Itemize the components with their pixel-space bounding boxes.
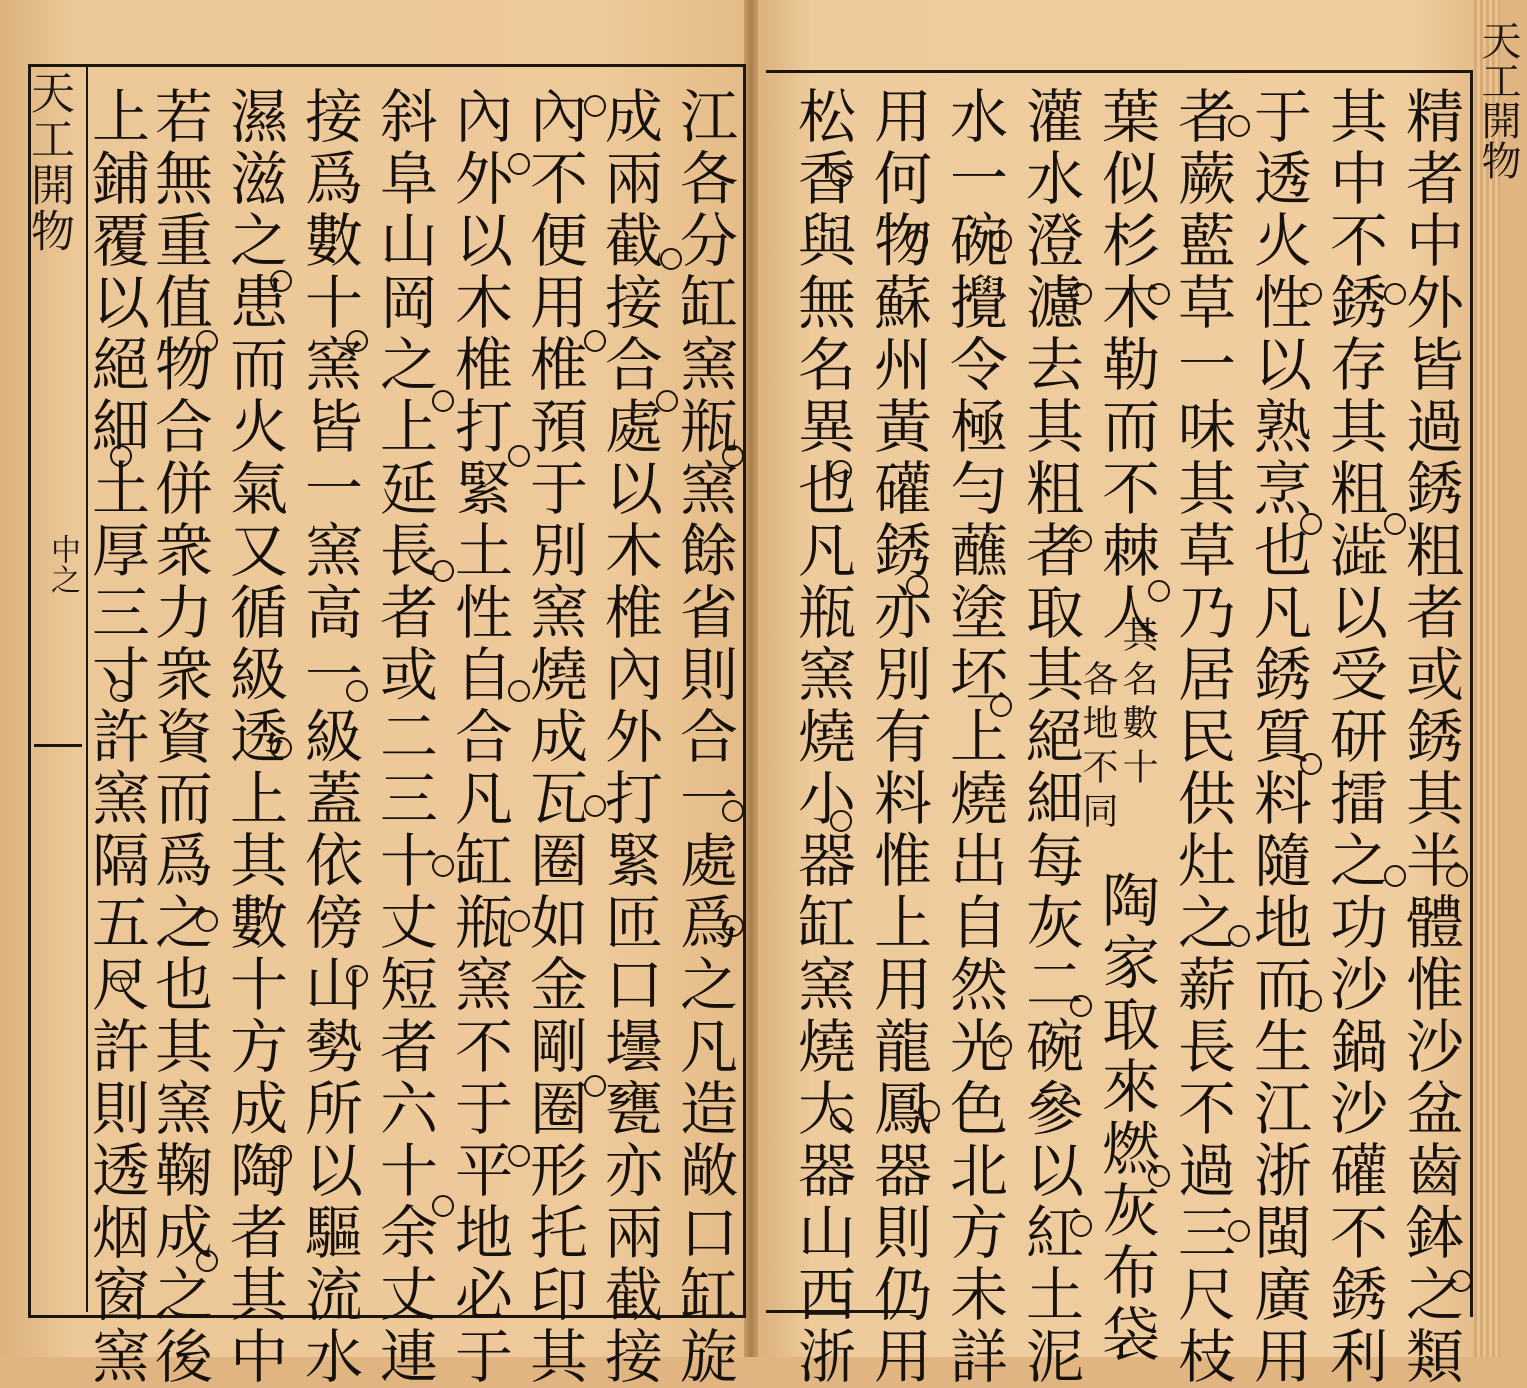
punctuation-mark <box>196 910 218 932</box>
text-column: 者蕨藍草一味其草乃居民供灶之薪長不過三尺枝 <box>1168 86 1236 1388</box>
punctuation-mark <box>1148 580 1170 602</box>
punctuation-mark <box>270 1145 292 1167</box>
punctuation-mark <box>432 1195 454 1217</box>
text-column: 灌水澄濾去其粗者取其絕細每灰二碗參以紅土泥 <box>1016 86 1084 1388</box>
punctuation-mark <box>1070 530 1092 552</box>
margin-title: 天工開物 <box>23 70 74 254</box>
punctuation-mark <box>584 795 606 817</box>
punctuation-mark <box>432 560 454 582</box>
book-gutter <box>744 0 758 1357</box>
punctuation-mark <box>1384 865 1406 887</box>
text-column: 于透火性以熟烹也凡銹質料隨地而生江浙閩廣用 <box>1244 86 1312 1388</box>
text-column: 上鋪覆以絕細土厚三寸許窯隔五尺許則透烟窗窯 <box>82 86 150 1388</box>
punctuation-mark <box>1070 283 1092 305</box>
punctuation-mark <box>1228 115 1250 137</box>
punctuation-mark <box>990 695 1012 717</box>
punctuation-mark <box>110 445 132 467</box>
text-column: 江各分缸窯瓶窯餘省則合一處爲之凡造敞口缸旋 <box>670 86 738 1388</box>
text-column: 陶家取來燃灰布袋 <box>1092 870 1160 1366</box>
punctuation-mark <box>584 1075 606 1097</box>
margin-page-number: 中之 <box>45 534 80 594</box>
punctuation-mark <box>830 1108 852 1130</box>
punctuation-mark <box>1446 865 1468 887</box>
punctuation-mark <box>270 737 292 759</box>
punctuation-mark <box>110 680 132 702</box>
punctuation-mark <box>270 270 292 292</box>
punctuation-mark <box>508 153 530 175</box>
text-column: 內不便用椎預于別窯燒成瓦圈如金剛圈形托印其 <box>520 86 588 1388</box>
punctuation-mark <box>432 855 454 877</box>
interlinear-note: 其名數十 <box>1117 616 1158 792</box>
left-page-margin <box>23 64 88 1312</box>
punctuation-mark <box>906 230 928 252</box>
punctuation-mark <box>346 330 368 352</box>
punctuation-mark <box>830 810 852 832</box>
text-column: 內外以木椎打緊土性自合凡缸瓶窯不于平地必于 <box>445 86 513 1388</box>
text-column: 松香與無名異也凡瓶窯燒小器缸窯燒大器山西浙 <box>788 86 856 1388</box>
punctuation-mark <box>1148 283 1170 305</box>
punctuation-mark <box>1300 990 1322 1012</box>
punctuation-mark <box>660 248 682 270</box>
punctuation-mark <box>432 390 454 412</box>
punctuation-mark <box>1228 1220 1250 1242</box>
punctuation-mark <box>584 95 606 117</box>
interlinear-note: 各地不同 <box>1077 660 1118 836</box>
text-column: 成兩截接合處以木椎內外打緊匝口壜甕亦兩截接 <box>595 86 663 1388</box>
punctuation-mark <box>508 680 530 702</box>
text-column: 用何物蘇州黃礶銹亦別有料惟上用龍鳳器則仍用 <box>864 86 932 1388</box>
punctuation-mark <box>196 1250 218 1272</box>
punctuation-mark <box>906 575 928 597</box>
punctuation-mark <box>1070 1215 1092 1237</box>
punctuation-mark <box>508 445 530 467</box>
punctuation-mark <box>722 915 744 937</box>
punctuation-mark <box>830 460 852 482</box>
punctuation-mark <box>196 330 218 352</box>
text-column: 接爲數十窯皆一窯高一級蓋依傍山勢所以驅流水 <box>295 86 363 1388</box>
punctuation-mark <box>1384 513 1406 535</box>
punctuation-mark <box>1070 995 1092 1017</box>
punctuation-mark <box>1300 283 1322 305</box>
punctuation-mark <box>346 680 368 702</box>
punctuation-mark <box>656 390 678 412</box>
punctuation-mark <box>508 910 530 932</box>
punctuation-mark <box>918 1100 940 1122</box>
text-column: 其中不銹存其粗澁以受研擂之功沙鍋沙礶不銹利 <box>1320 86 1388 1388</box>
text-column: 葉似杉木勒而不棘人 <box>1092 86 1160 644</box>
punctuation-mark <box>1300 753 1322 775</box>
right-margin-title: 天工開物 <box>1475 20 1521 180</box>
punctuation-mark <box>508 1145 530 1167</box>
punctuation-mark <box>584 330 606 352</box>
punctuation-mark <box>1450 1270 1472 1292</box>
punctuation-mark <box>990 1035 1012 1057</box>
punctuation-mark <box>722 800 744 822</box>
punctuation-mark <box>722 445 744 467</box>
text-column: 若無重值物合併衆力衆資而爲之也其窯鞠成之後 <box>145 86 213 1388</box>
punctuation-mark <box>1228 925 1250 947</box>
text-column: 斜阜山岡之上延長者或二三十丈短者六十余丈連 <box>370 86 438 1388</box>
punctuation-mark <box>1300 513 1322 535</box>
punctuation-mark <box>110 970 132 992</box>
punctuation-mark <box>830 165 852 187</box>
punctuation-mark <box>1384 283 1406 305</box>
text-column: 濕滋之患而火氣又循級透上其數十方成陶者其中 <box>220 86 288 1388</box>
text-column: 精者中外皆過銹粗者或銹其半體惟沙盆齒鉢之類 <box>1396 86 1464 1388</box>
page-edge-strip <box>1474 0 1500 1357</box>
text-column: 水一碗攪令極勻蘸塗坯上燒出自然光色北方未詳 <box>940 86 1008 1388</box>
margin-divider <box>34 744 82 747</box>
punctuation-mark <box>346 965 368 987</box>
punctuation-mark <box>1148 1165 1170 1187</box>
punctuation-mark <box>990 230 1012 252</box>
